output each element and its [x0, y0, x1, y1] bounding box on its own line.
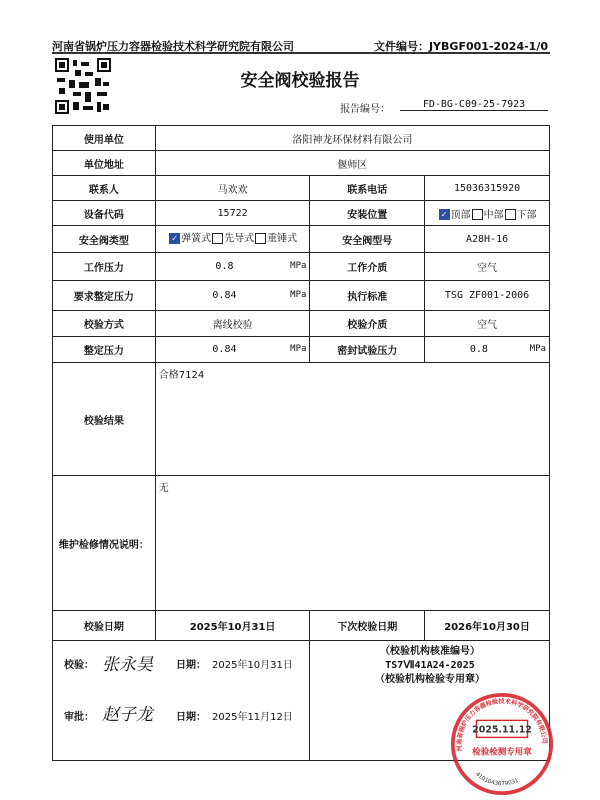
label: 工作压力	[53, 253, 156, 281]
check-medium: 空气	[425, 311, 550, 337]
label: 校验结果	[53, 363, 156, 476]
org-approval-number: TS7Ⅶ41A24-2025	[385, 660, 475, 671]
approver-label: 审批：	[64, 712, 94, 723]
value: 0.8	[469, 344, 488, 355]
label: 密封试验压力	[310, 337, 425, 363]
label: 整定压力	[53, 337, 156, 363]
label: 单位地址	[53, 151, 156, 176]
equipment-code: 15722	[155, 201, 310, 226]
check-date: 2025年10月31日	[155, 611, 310, 641]
label: 校验日期	[53, 611, 156, 641]
next-check-date: 2026年10月30日	[425, 611, 550, 641]
value: 0.84	[212, 344, 237, 355]
option: 顶部	[450, 209, 471, 221]
option: 中部	[483, 209, 504, 221]
label: 设备代码	[53, 201, 156, 226]
check-sign-date: 2025年10月31日	[212, 660, 293, 671]
page-title: 安全阀校验报告	[240, 71, 360, 91]
org-approval-label: （校验机构核准编号）	[380, 646, 480, 657]
check-method: 离线校验	[155, 311, 310, 337]
report-number-label: 报告编号：	[340, 104, 390, 115]
checker-signature: 张永昊	[102, 655, 153, 675]
checkbox[interactable]	[472, 209, 483, 220]
org-name: 河南省锅炉压力容器检验技术科学研究院有限公司	[52, 40, 294, 53]
approver-signature: 赵子龙	[102, 705, 153, 725]
checkbox-checked[interactable]: ✓	[439, 209, 450, 220]
unit: MPa	[529, 344, 546, 354]
label: 执行标准	[310, 281, 425, 311]
valve-type	[155, 226, 310, 253]
phone: 15036315920	[425, 176, 550, 201]
install-position	[425, 201, 550, 226]
official-stamp	[450, 692, 554, 796]
maintenance-notes: 无	[155, 476, 549, 611]
value: 0.8	[215, 261, 234, 272]
unit: MPa	[290, 290, 307, 300]
working-medium: 空气	[425, 253, 550, 281]
label: 使用单位	[53, 126, 156, 151]
address: 偃师区	[155, 151, 549, 176]
stamp-text: 检验检测专用章	[472, 747, 532, 758]
label: 安全阀型号	[310, 226, 425, 253]
approve-date: 2025年11月12日	[212, 712, 293, 723]
label: 下次校验日期	[310, 611, 425, 641]
date-label: 日期：	[176, 712, 206, 723]
header-rule	[52, 52, 550, 54]
checker-label: 校验：	[64, 660, 94, 671]
working-pressure	[155, 253, 310, 281]
checkbox[interactable]	[505, 209, 516, 220]
checkbox[interactable]	[212, 233, 223, 244]
standard: TSG ZF001-2006	[425, 281, 550, 311]
label: 工作介质	[310, 253, 425, 281]
option: 先导式	[224, 233, 255, 245]
label: 要求整定压力	[53, 281, 156, 311]
org-seal-label: （校验机构检验专用章）	[375, 674, 485, 685]
value: 0.84	[212, 290, 237, 301]
report-number: FD-BG-C09-25-7923	[400, 99, 548, 111]
label: 校验介质	[310, 311, 425, 337]
file-number: 文件编号：JYBGF001-2024-1/0	[373, 40, 548, 53]
option: 弹簧式	[181, 233, 212, 245]
check-result: 合格7124	[155, 363, 549, 476]
unit: MPa	[290, 261, 307, 271]
label: 安全阀类型	[53, 226, 156, 253]
required-set-pressure	[155, 281, 310, 311]
checkbox-checked[interactable]: ✓	[169, 233, 180, 244]
label: 校验方式	[53, 311, 156, 337]
label: 维护检修情况说明：	[53, 476, 156, 611]
seal-test-pressure	[425, 337, 550, 363]
contact: 马欢欢	[155, 176, 310, 201]
date-label: 日期：	[176, 660, 206, 671]
set-pressure	[155, 337, 310, 363]
unit: MPa	[290, 344, 307, 354]
label: 联系电话	[310, 176, 425, 201]
stamp-ring-text: 河南省锅炉压力容器检验技术科学研究院有限公司	[456, 698, 548, 752]
checkbox[interactable]	[255, 233, 266, 244]
label: 联系人	[53, 176, 156, 201]
user-unit: 洛阳神龙环保材料有限公司	[155, 126, 549, 151]
valve-model: A28H-16	[425, 226, 550, 253]
stamp-number: 4101043679031	[473, 771, 520, 788]
option: 下部	[516, 209, 537, 221]
stamp-date: 2025.11.12	[472, 724, 532, 736]
option: 重锤式	[267, 233, 298, 245]
label: 安装位置	[310, 201, 425, 226]
